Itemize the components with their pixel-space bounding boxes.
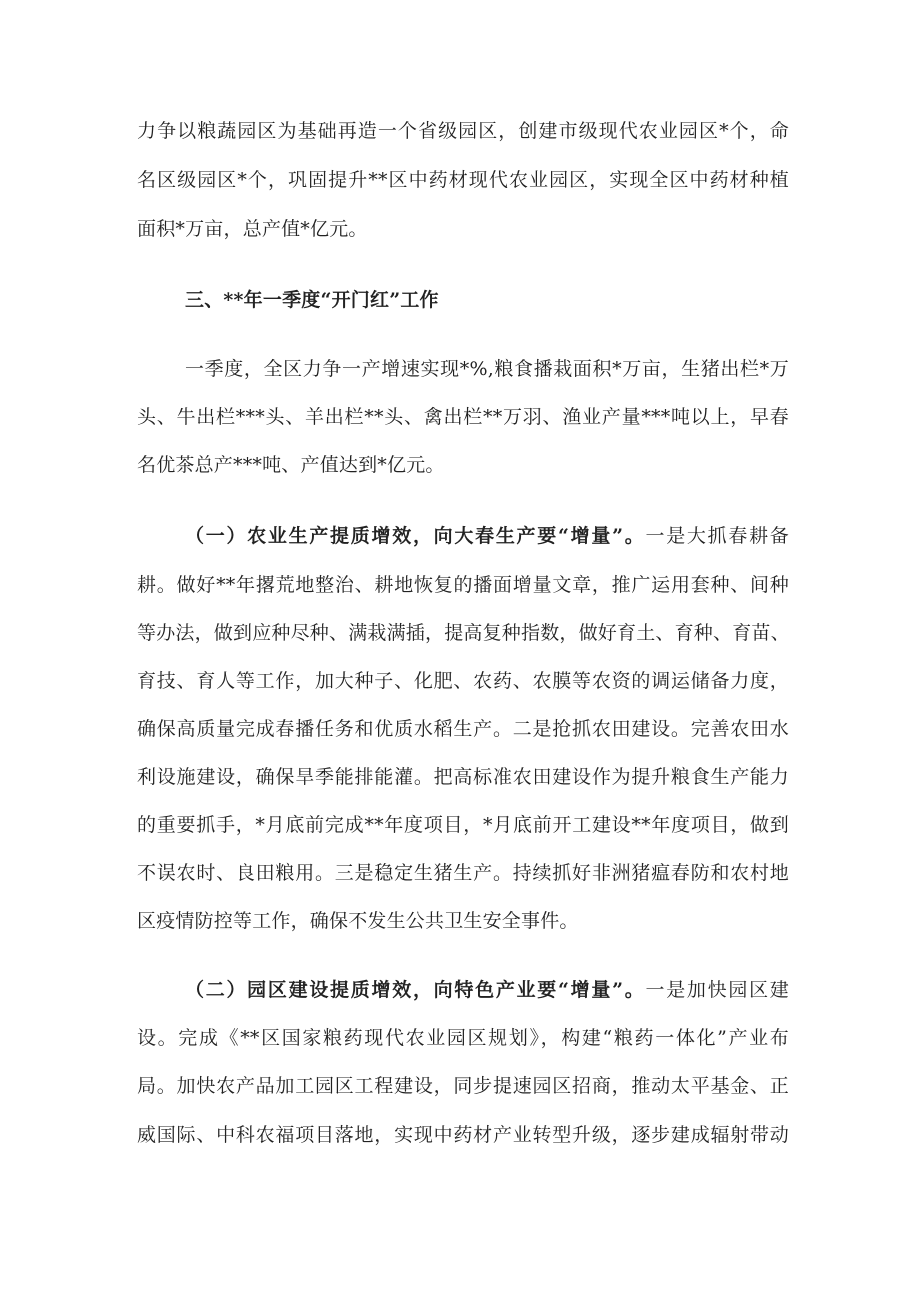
subsection-two-first-line — [185, 977, 789, 1003]
intro-line-2: 名区级园区*个，巩固提升**区中药材现代农业园区，实现全区中药材种植 — [137, 169, 789, 191]
subsection-one-line-7: 的重要抓手，*月底前完成**年度项目，*月底前开工建设**年度项目，做到 — [137, 814, 789, 836]
quarter-line-1: 一季度，全区力争一产增速实现*%,粮食播栽面积*万亩，生猪出栏*万 — [185, 358, 789, 380]
subsection-one-first-rest: 一是大抓春耕备 — [645, 525, 789, 547]
quarter-line-3: 名优茶总产***吨、产值达到*亿元。 — [137, 454, 445, 476]
subsection-one-line-8: 不误农时、良田粮用。三是稳定生猪生产。持续抓好非洲猪瘟春防和农村地 — [137, 862, 789, 884]
subsection-two-title: （二）园区建设提质增效，向特色产业要“增量”。 — [185, 979, 646, 1001]
subsection-one-first-line — [185, 523, 789, 549]
subsection-one-line-5: 确保高质量完成春播任务和优质水稻生产。二是抢抓农田建设。完善农田水 — [137, 718, 789, 740]
intro-line-3: 面积*万亩，总产值*亿元。 — [137, 218, 368, 240]
subsection-two-first-rest: 一是加快园区建 — [645, 979, 789, 1001]
subsection-one-line-6: 利设施建设，确保旱季能排能灌。把高标准农田建设作为提升粮食生产能力 — [137, 766, 789, 788]
subsection-one-line-2: 耕。做好**年撂荒地整治、耕地恢复的播面增量文章，推广运用套种、间种 — [137, 574, 789, 596]
quarter-line-2: 头、牛出栏***头、羊出栏**头、禽出栏**万羽、渔业产量***吨以上，早春 — [137, 406, 789, 428]
subsection-two-line-4: 威国际、中科农福项目落地，实现中药材产业转型升级，逐步建成辐射带动 — [137, 1124, 789, 1146]
subsection-two-line-2: 设。完成《**区国家粮药现代农业园区规划》，构建“粮药一体化”产业布 — [137, 1027, 789, 1049]
subsection-two-line-3: 局。加快农产品加工园区工程建设，同步提速园区招商，推动太平基金、正 — [137, 1075, 789, 1097]
subsection-one-line-9: 区疫情防控等工作，确保不发生公共卫生安全事件。 — [137, 910, 579, 932]
subsection-one-line-4: 育技、育人等工作，加大种子、化肥、农药、农膜等农资的调运储备力度， — [137, 670, 789, 692]
intro-line-1: 力争以粮蔬园区为基础再造一个省级园区，创建市级现代农业园区*个，命 — [137, 120, 789, 142]
section-three-heading: 三、**年一季度“开门红”工作 — [185, 289, 439, 311]
subsection-one-line-3: 等办法，做到应种尽种、满栽满插，提高复种指数，做好育土、育种、育苗、 — [137, 622, 790, 644]
subsection-one-title: （一）农业生产提质增效，向大春生产要“增量”。 — [185, 525, 646, 547]
